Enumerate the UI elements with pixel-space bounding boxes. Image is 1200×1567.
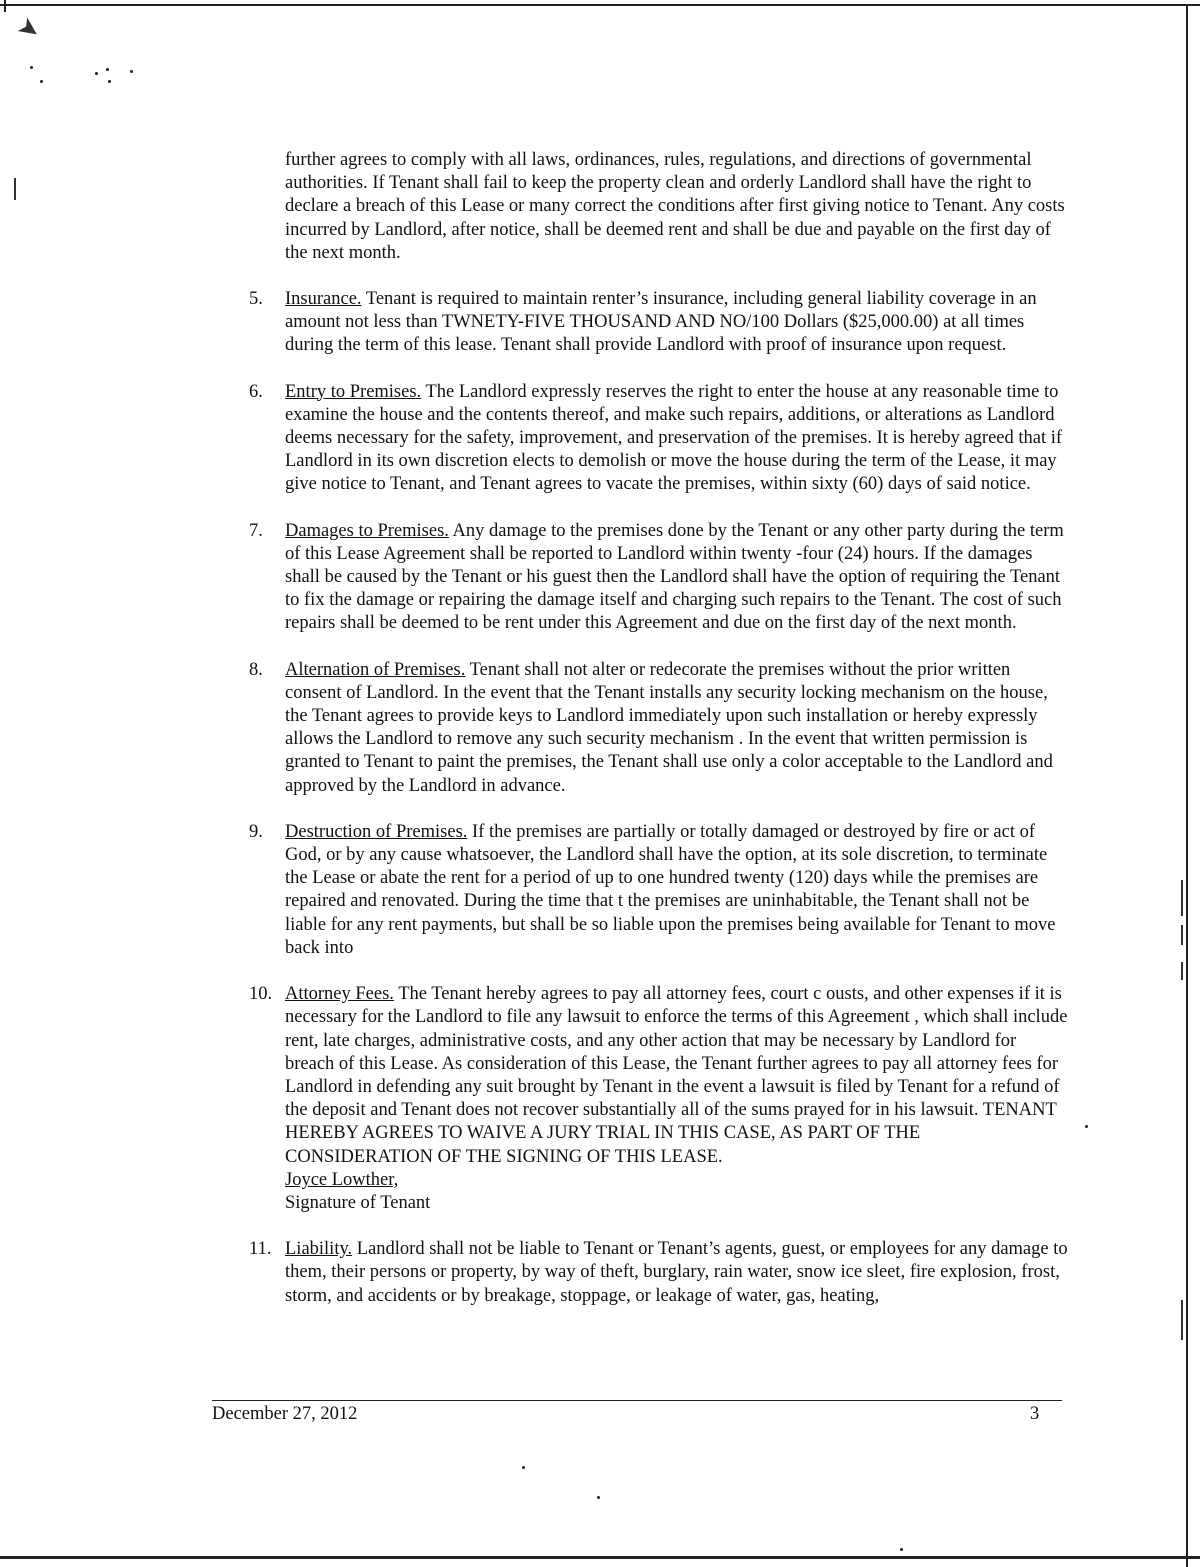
section-body xyxy=(285,381,1069,497)
section-body xyxy=(285,288,1069,358)
section-heading: Damages to Premises. xyxy=(285,520,449,541)
footer-rule xyxy=(212,1400,1062,1401)
section-destruction-of-premises xyxy=(249,821,1069,960)
section-damages-to-premises xyxy=(249,520,1069,636)
section-body xyxy=(285,520,1069,636)
section-body xyxy=(285,1238,1069,1308)
scan-edge-mark xyxy=(1181,880,1183,916)
section-text: Tenant is required to maintain renter’s insurance, including general liability coverage in an amount not less than TWNETY-FIVE THOUSAND AND NO/100 Dollars ($25,000.00) at all times during the term of this lease. Tenant shall provide Landlord with proof of insurance upon request. xyxy=(285,289,1037,356)
section-text: If the premises are partially or totally damaged or destroyed by fire or act of God, or by any cause whatsoever, the Landlord shall have the option, at its sole discretion, to terminate the Lease or abate the rent for a period of up to one hundred twenty (120) days while the premises are repaired and renovated. During the time that t the premises are uninhabitable, the Tenant shall not be liable for any rent payments, but shall be so liable upon the premises being available for Tenant to move back into xyxy=(285,821,1056,958)
scan-edge-mark xyxy=(1181,925,1183,945)
section-text: Tenant shall not alter or redecorate the premises without the prior written consent of Landlord. In the event that the Tenant installs any security locking mechanism on the house, the Tenant agrees to provide keys to Landlord immediately upon such installation or hereby expressly allows the Landlord to remove any such security mechanism . In the event that written permission is granted to Tenant to paint the premises, the Tenant shall use only a color acceptable to the Landlord and approved by the Landlord in advance. xyxy=(285,659,1053,796)
scan-edge-mark xyxy=(14,178,16,200)
scan-speck xyxy=(40,80,43,83)
scan-speck xyxy=(1085,1125,1088,1128)
intro-paragraph: further agrees to comply with all laws, ordinances, rules, regulations, and directions of governmental authorities. If Tenant shall fail to keep the property clean and orderly Landlord shall have the right to declare a breach of this Lease or many correct the conditions after first giving notice to Tenant. Any costs incurred by Landlord, after notice, shall be deemed rent and shall be due and payable on the first day of the next month. xyxy=(285,150,1065,263)
section-body xyxy=(285,983,1069,1215)
scan-border-right xyxy=(1186,4,1188,1567)
scan-speck xyxy=(522,1466,525,1469)
section-number: 8. xyxy=(249,659,263,680)
section-body xyxy=(285,821,1069,960)
section-text: Any damage to the premises done by the Tenant or any other party during the term of this Lease Agreement shall be reported to Landlord within twenty -four (24) hours. If the damages shall be caused by the Tenant or his guest then the Landlord shall have the option of requiring the Tenant to fix the damage or repairing the damage itself and charging such repairs to the Tenant. The cost of such repairs shall be deemed to be rent under this Agreement and due on the first day of the next month. xyxy=(285,520,1064,634)
section-heading: Destruction of Premises. xyxy=(285,821,468,842)
scan-edge-mark xyxy=(1181,1300,1183,1340)
section-text: The Landlord expressly reserves the right to enter the house at any reasonable time to examine the house and the contents thereof, and make such repairs, additions, or alterations as Landlord deems necessary for the safety, improvement, and preservation of the premises. It is hereby agreed that if Landlord in its own discretion elects to demolish or move the house during the term of the Lease, it may give notice to Tenant, and Tenant agrees to vacate the premises, within sixty (60) days of said notice. xyxy=(285,381,1063,495)
section-number: 11. xyxy=(249,1239,272,1260)
section-body xyxy=(285,659,1069,798)
footer-date: December 27, 2012 xyxy=(212,1404,358,1424)
section-liability xyxy=(249,1238,1069,1308)
scan-arrow-mark: ➤ xyxy=(11,10,47,47)
tenant-signature-label: Signature of Tenant xyxy=(285,1192,431,1213)
section-heading: Attorney Fees. xyxy=(285,984,394,1005)
section-number: 7. xyxy=(249,520,263,541)
section-number: 10. xyxy=(249,984,273,1005)
scan-speck xyxy=(900,1548,903,1551)
section-heading: Liability. xyxy=(285,1239,353,1260)
scan-speck xyxy=(106,68,109,71)
page-number: 3 xyxy=(1030,1404,1040,1424)
document-body xyxy=(249,149,1069,1331)
section-number: 9. xyxy=(249,821,263,842)
section-alternation-of-premises xyxy=(249,659,1069,798)
scan-speck xyxy=(130,70,133,73)
tenant-signature-name: Joyce Lowther, xyxy=(285,1169,399,1190)
scan-border-top xyxy=(0,4,1200,6)
scan-speck xyxy=(30,66,33,69)
section-attorney-fees xyxy=(249,983,1069,1215)
section-heading: Entry to Premises. xyxy=(285,381,422,402)
scan-border-bottom xyxy=(0,1556,1200,1559)
section-insurance xyxy=(249,288,1069,358)
section-number: 5. xyxy=(249,289,263,310)
section-heading: Alternation of Premises. xyxy=(285,659,466,680)
section-number: 6. xyxy=(249,381,263,402)
scan-speck xyxy=(95,72,98,75)
section-text: The Tenant hereby agrees to pay all attorney fees, court c ousts, and other expenses if it is necessary for the Landlord to file any lawsuit to enforce the terms of this Agreement , which shall include rent, late charges, administrative costs, and any other action that may be necessary by Landlord for breach of this Lease. As consideration of this Lease, the Tenant further agrees to pay all attorney fees for Landlord in defending any suit brought by Tenant in the event a lawsuit is filed by Tenant for a refund of the deposit and Tenant does not recover substantially all of the sums prayed for in his lawsuit. TENANT HEREBY AGREES TO WAIVE A JURY TRIAL IN THIS CASE, AS PART OF THE CONSIDERATION OF THE SIGNING OF THIS LEASE. xyxy=(285,984,1068,1167)
scan-speck xyxy=(597,1496,600,1499)
scan-edge-mark xyxy=(1181,962,1183,980)
section-entry-to-premises xyxy=(249,381,1069,497)
scan-corner-mark xyxy=(4,0,6,12)
section-text: Landlord shall not be liable to Tenant or Tenant’s agents, guest, or employees for any damage to them, their persons or property, by way of theft, burglary, rain water, snow ice sleet, fire explosion, frost, storm, and accidents or by breakage, stoppage, or leakage of water, gas, heating, xyxy=(285,1239,1068,1306)
scan-speck xyxy=(108,80,111,83)
section-heading: Insurance. xyxy=(285,289,362,310)
